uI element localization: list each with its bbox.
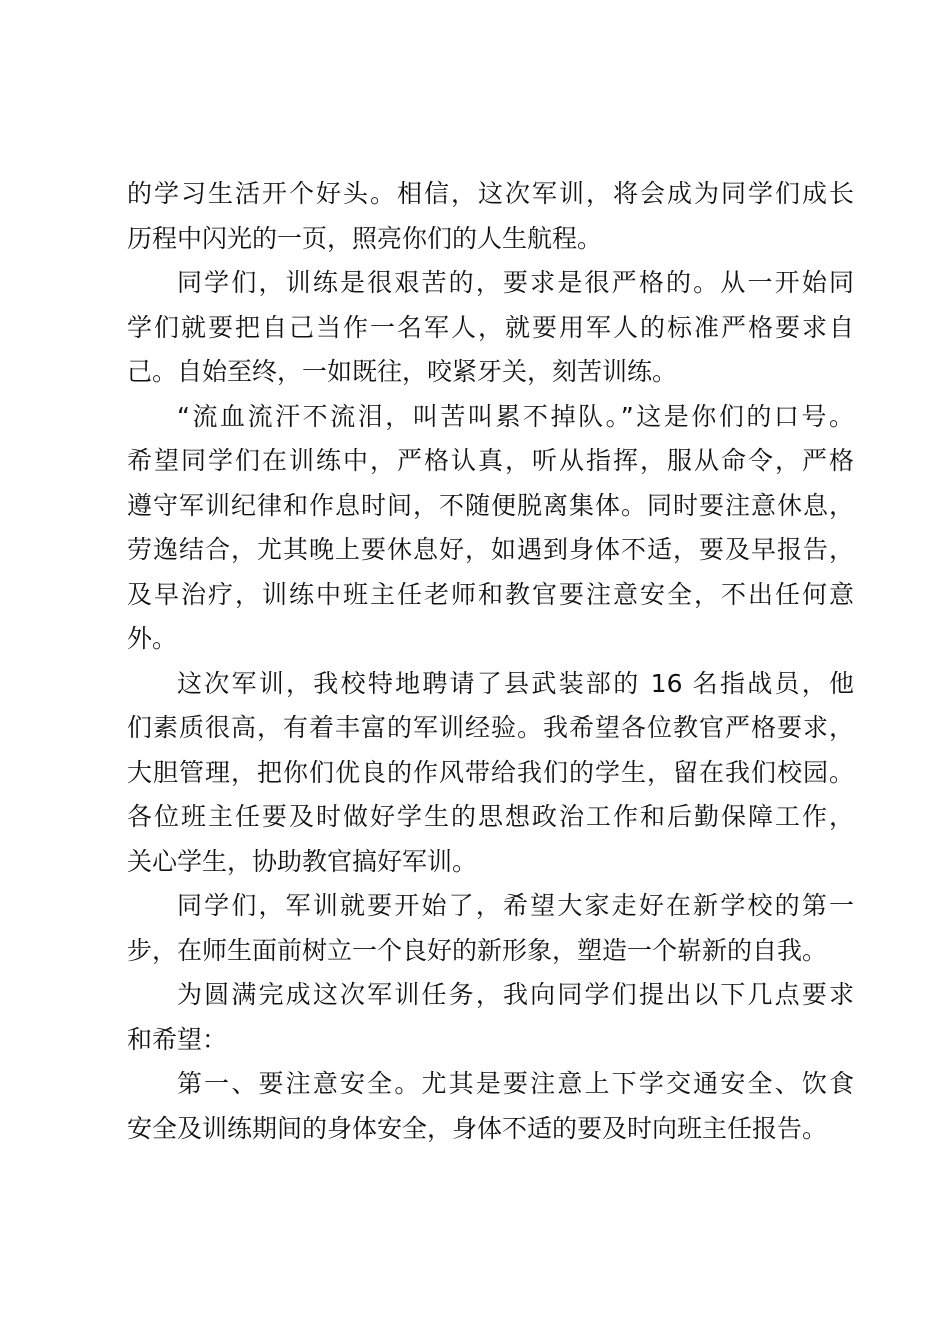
text-line: 的学习生活开个好头。相信，这次军训，将会成为同学们成长 (127, 179, 854, 208)
text-line: 和希望： (127, 1024, 228, 1054)
text-line: 步，在师生面前树立一个良好的新形象，塑造一个崭新的自我。 (127, 935, 828, 965)
text-line: 大胆管理，把你们优良的作风带给我们的学生，留在我们校园。 (127, 757, 854, 787)
text-line: 历程中闪光的一页，照亮你们的人生航程。 (127, 223, 603, 253)
text-line: 学们就要把自己当作一名军人，就要用军人的标准严格要求自 (127, 312, 854, 342)
text-line: 各位班主任要及时做好学生的思想政治工作和后勤保障工作， (127, 802, 854, 831)
text-line: 关心学生，协助教官搞好军训。 (127, 846, 478, 876)
text-line: 安全及训练期间的身体安全，身体不适的要及时向班主任报告。 (127, 1113, 828, 1143)
text-line: 外。 (127, 624, 178, 653)
text-line: 们素质很高，有着丰富的军训经验。我希望各位教官严格要求， (127, 713, 854, 742)
paragraph-start-line: 第一、要注意安全。尤其是要注意上下学交通安全、饮食 (177, 1069, 854, 1098)
paragraph-start-line: 为圆满完成这次军训任务，我向同学们提出以下几点要求 (177, 980, 854, 1009)
paragraph-start-line: 这次军训，我校特地聘请了县武装部的 16 名指战员，他 (177, 668, 854, 698)
text-line: 遵守军训纪律和作息时间，不随便脱离集体。同时要注意休息， (127, 490, 854, 520)
text-line: 劳逸结合，尤其晚上要休息好，如遇到身体不适，要及早报告， (127, 535, 854, 564)
document-body (127, 172, 854, 1151)
paragraph-start-line: 同学们，训练是很艰苦的，要求是很严格的。从一开始同 (177, 268, 854, 297)
paragraph-start-line: 同学们，军训就要开始了，希望大家走好在新学校的第一 (177, 891, 854, 920)
paragraph-start-line: “流血流汗不流泪，叫苦叫累不掉队。”这是你们的口号。 (177, 401, 854, 431)
text-line: 己。自始至终，一如既往，咬紧牙关，刻苦训练。 (127, 357, 678, 386)
text-line: 及早治疗，训练中班主任老师和教官要注意安全，不出任何意 (127, 579, 854, 609)
text-line: 希望同学们在训练中，严格认真，听从指挥，服从命令，严格 (127, 446, 854, 475)
